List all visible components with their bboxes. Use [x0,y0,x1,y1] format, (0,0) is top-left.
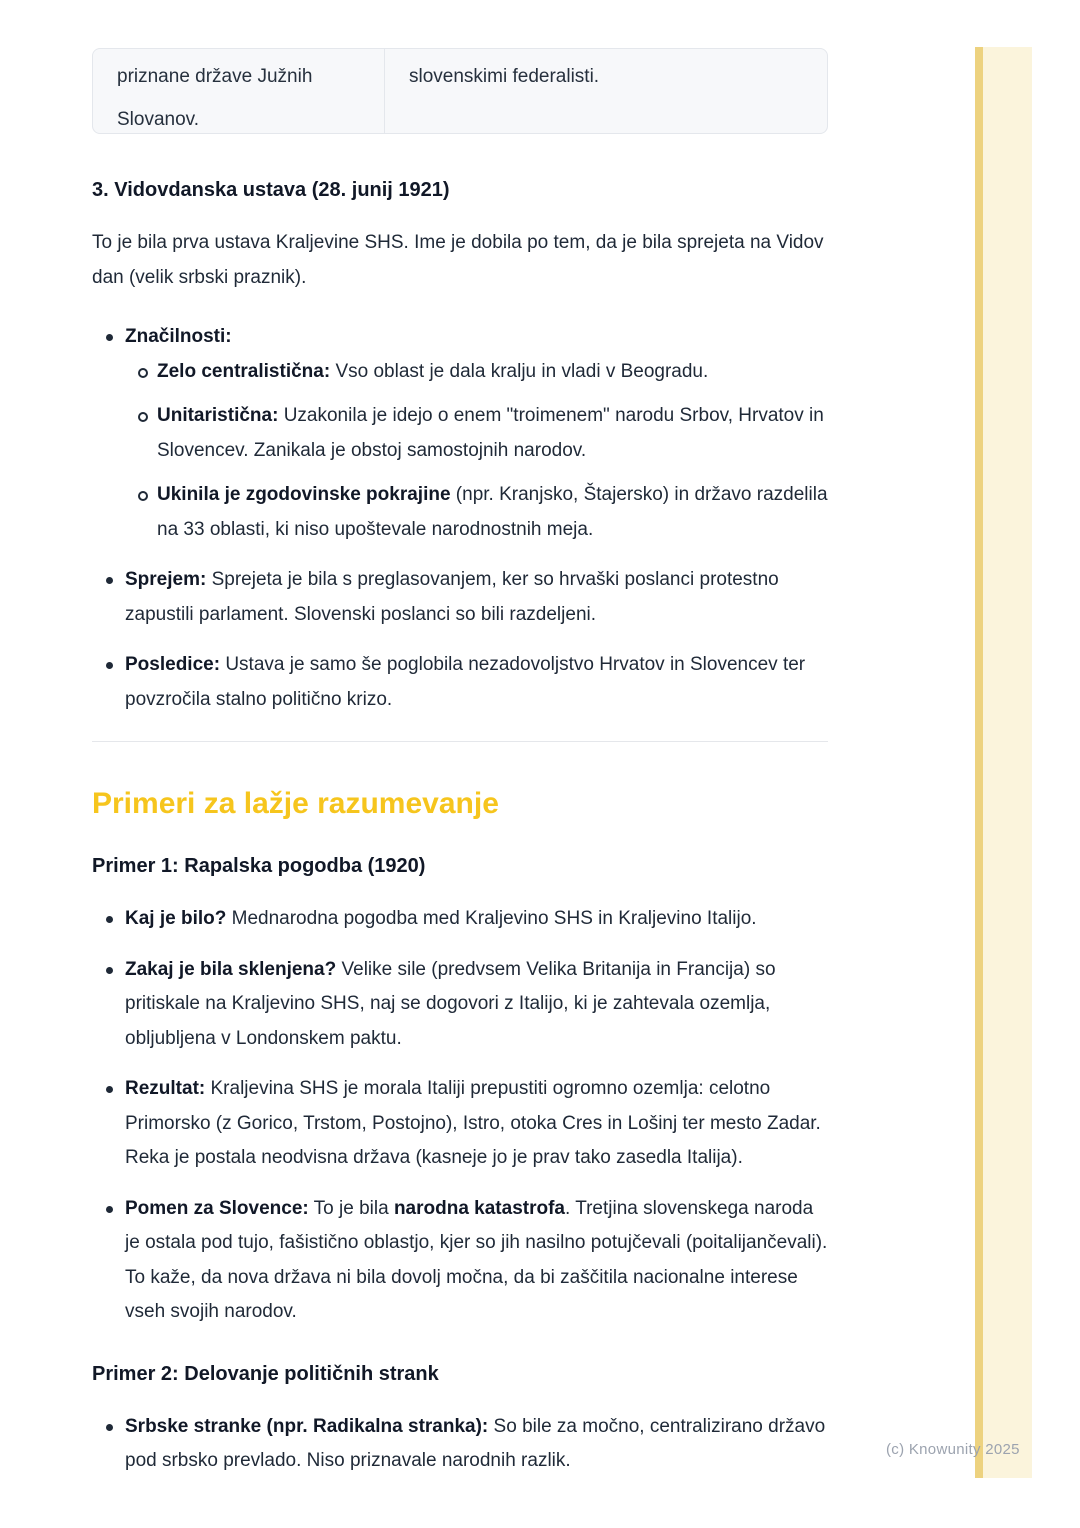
list-item-text: Velike sile (predvsem Velika Britanija in Francija) so pritiskale na Kraljevino SHS, naj se dogovori z Italijo, ki je zahtevala ozemlja, obljubljena v Londonskem paktu. [125,958,776,1049]
bullet-icon [92,953,125,988]
list-item-lead: Pomen za Slovence: [125,1197,309,1219]
table-cell: priznane države Južnih Slovanov. [93,49,385,133]
list-item [92,902,828,937]
document-page [92,0,828,1503]
list-item [92,648,828,717]
list-item-lead: Posledice: [125,654,221,675]
bullet-icon [92,1072,125,1107]
section-heading: 3. Vidovdanska ustava (28. junij 1921) [92,179,450,201]
example1-list [92,902,828,1330]
bullet-icon [92,902,125,937]
body-paragraph: To je bila prva ustava Kraljevine SHS. Ime je dobila po tem, da je bila sprejeta na Vidov dan (velik srbski praznik). [92,232,824,288]
list-item [92,1072,828,1176]
list-item-lead: Kaj je bilo? [125,908,227,929]
bullet-icon [92,1410,125,1445]
table-fragment [92,48,828,134]
example2-list [92,1410,828,1479]
characteristics-list [92,320,828,717]
accent-bar-panel [983,47,1032,1478]
circle-bullet-icon [125,399,157,434]
list-item-lead: Zakaj je bila sklenjena? [125,958,337,980]
list-item [92,320,828,547]
list-item [92,1410,828,1479]
list-item-text: Sprejeta je bila s preglasovanjem, ker so hrvaški poslanci protestno zapustili parlament. Slovenski poslanci so bili razdeljeni. [125,569,779,625]
list-item-text: So bile za močno, centralizirano državo pod srbsko prevlado. Niso priznavale narodnih razlik. [125,1415,826,1471]
characteristics-sublist [125,355,828,548]
list-item-text: Mednarodna pogodba med Kraljevino SHS in Kraljevino Italijo. [226,908,757,929]
circle-bullet-icon [125,355,157,390]
list-item [125,399,828,468]
bullet-icon [92,1192,125,1227]
list-item [92,953,828,1057]
divider [92,741,828,742]
list-item-emphasis: narodna katastrofa [393,1197,565,1219]
circle-bullet-icon [125,478,157,513]
copyright-label: (c) Knowunity 2025 [886,1441,1020,1458]
list-item-text: Vso oblast je dala kralju in vladi v Beogradu. [330,360,709,382]
list-item [92,1192,828,1330]
table-cell: slovenskimi federalisti. [409,66,600,87]
list-item-lead: Srbske stranke (npr. Radikalna stranka): [125,1415,489,1437]
accent-bar [975,47,1032,1478]
bullet-icon [92,320,125,355]
bullet-icon [92,648,125,683]
list-item-lead: Značilnosti: [125,326,232,347]
example2-heading: Primer 2: Delovanje političnih strank [92,1362,439,1385]
examples-heading: Primeri za lažje razumevanje [92,787,499,820]
list-item-text: . Tretjina slovenskega naroda je ostala pod tujo, fašistično oblastjo, kjer so jih nasilno potujčevali (poitalijančevali). To kaže, da nova država ni bila dovolj močna, da bi zaščitila nacionalne interese vseh svojih narodov. [125,1197,828,1322]
list-item-text: Uzakonila je idejo o enem "troimenem" narodu Srbov, Hrvatov in Slovencev. Zanikala je obstoj samostojnih narodov. [157,405,824,461]
list-item [92,563,828,632]
list-item-lead: Unitaristična: [157,405,279,426]
list-item [125,355,828,390]
bullet-icon [92,563,125,598]
list-item-lead: Zelo centralistična: [157,360,331,382]
list-item-text: (npr. Kranjsko, Štajersko) in državo razdelila na 33 oblasti, ki niso upoštevale narodnostnih meja. [157,484,828,540]
example1-heading: Primer 1: Rapalska pogodba (1920) [92,855,426,877]
list-item-lead: Ukinila je zgodovinske pokrajine [157,484,451,505]
list-item-text: Kraljevina SHS je morala Italiji prepustiti ogromno ozemlja: celotno Primorsko (z Gorico, Trstom, Postojno), Istro, otoka Cres in Lošinj ter mesto Zadar. Reka je postala neodvisna država (kasneje jo je prav tako zasedla Italija). [125,1078,821,1168]
list-item [125,478,828,547]
list-item-lead: Sprejem: [125,569,207,590]
list-item-text: To je bila [308,1197,394,1219]
list-item-lead: Rezultat: [125,1078,206,1099]
accent-bar-stripe [975,47,983,1478]
list-item-text: Ustava je samo še poglobila nezadovoljstvo Hrvatov in Slovencev ter povzročila stalno politično krizo. [125,654,806,710]
